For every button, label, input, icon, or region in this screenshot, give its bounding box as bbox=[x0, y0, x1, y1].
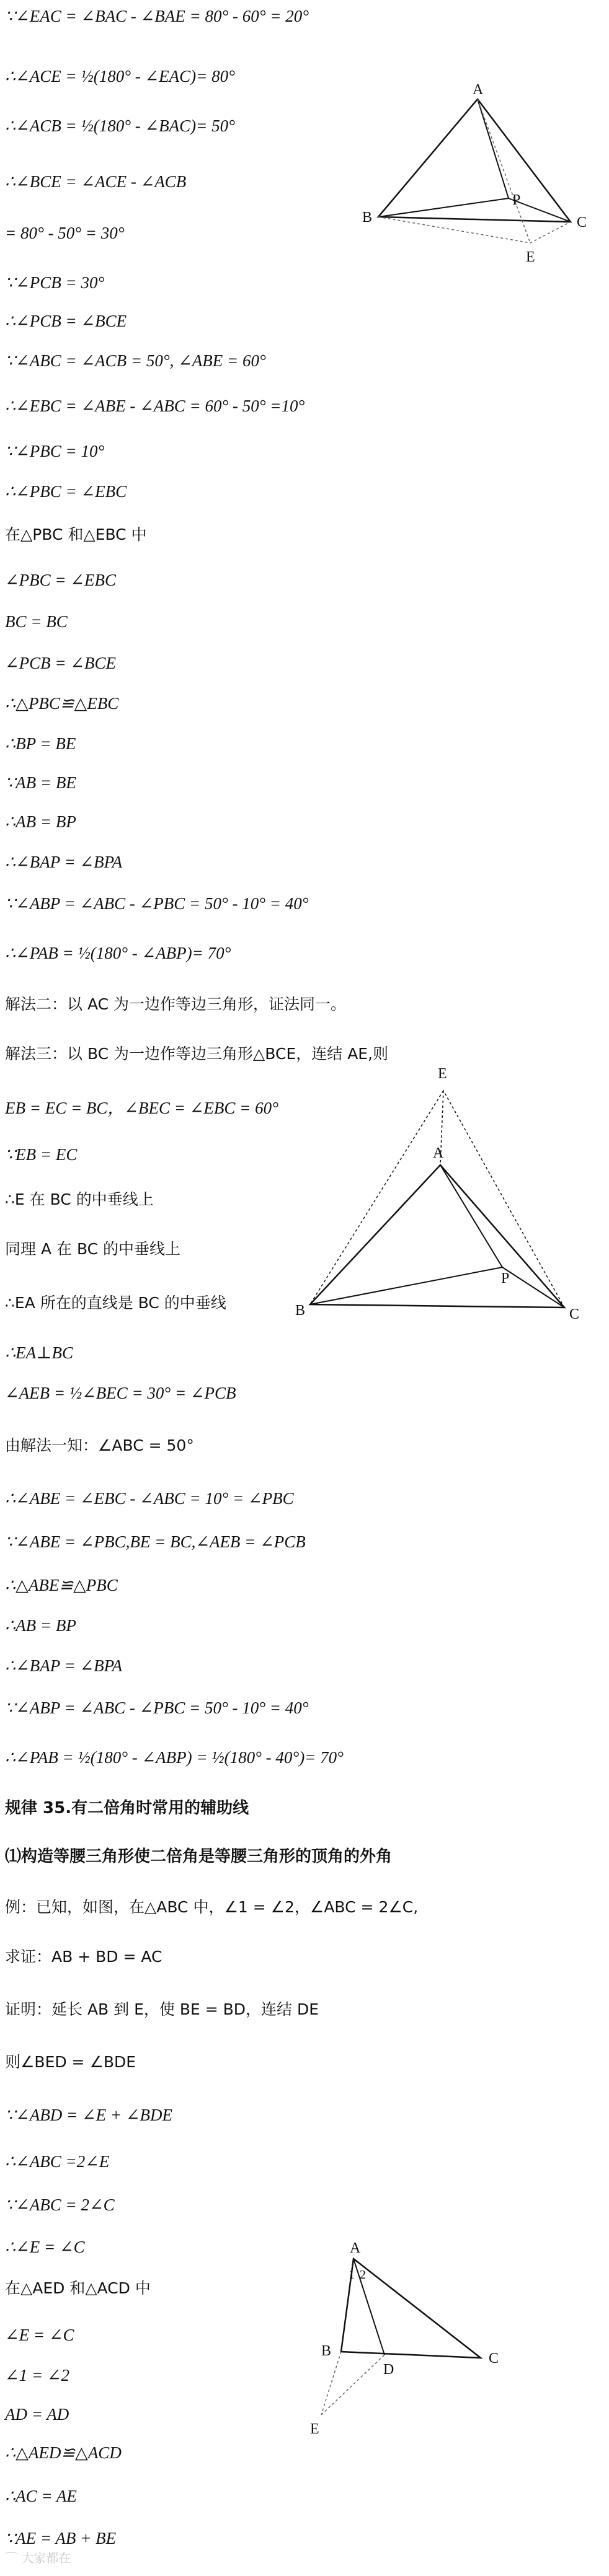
proof-line: ∴△AED≌△ACD bbox=[5, 2443, 122, 2462]
proof-line: 求证：AB + BD = AC bbox=[5, 1948, 162, 1966]
proof-line: ∵∠ABC = 2∠C bbox=[5, 2196, 115, 2214]
proof-line: ∴E 在 BC 的中垂线上 bbox=[5, 1190, 154, 1208]
label-E: E bbox=[438, 1066, 447, 1082]
proof-line: 则∠BED = ∠BDE bbox=[5, 2053, 136, 2071]
proof-line: = 80° - 50° = 30° bbox=[5, 224, 125, 242]
label-2: 2 bbox=[360, 2268, 366, 2282]
proof-line: ∴∠PAB = ½(180° - ∠ABP) = ½(180° - 40°)= 70° bbox=[5, 1748, 344, 1767]
label-A: A bbox=[350, 2240, 361, 2256]
label-C: C bbox=[569, 1306, 580, 1322]
proof-line: ∴△ABE≌△PBC bbox=[5, 1576, 118, 1594]
label-E: E bbox=[526, 249, 535, 265]
proof-line: BC = BC bbox=[5, 612, 68, 631]
proof-line: ∵∠PBC = 10° bbox=[5, 442, 105, 460]
proof-line: 在△PBC 和△EBC 中 bbox=[5, 525, 147, 543]
proof-line: ∵∠PCB = 30° bbox=[5, 273, 105, 292]
label-1: 1 bbox=[349, 2268, 355, 2282]
proof-line: 同理 A 在 BC 的中垂线上 bbox=[5, 1240, 181, 1258]
proof-line: ∴∠PCB = ∠BCE bbox=[5, 312, 127, 330]
proof-line: 例：已知，如图，在△ABC 中，∠1 = ∠2，∠ABC = 2∠C, bbox=[5, 1898, 419, 1916]
proof-line: ∴BP = BE bbox=[5, 734, 76, 753]
proof-line: 证明：延长 AB 到 E，使 BE = BD，连结 DE bbox=[5, 2000, 319, 2018]
proof-line: ∴AC = AE bbox=[5, 2487, 77, 2505]
proof-line: ∴∠BAP = ∠BPA bbox=[5, 1656, 123, 1675]
proof-line: ∴AB = BP bbox=[5, 1616, 76, 1635]
proof-line: ∴EA 所在的直线是 BC 的中垂线 bbox=[5, 1294, 226, 1312]
proof-line: ∴∠ACB = ½(180° - ∠BAC)= 50° bbox=[5, 116, 235, 135]
proof-line: 解法二：以 AC 为一边作等边三角形，证法同一。 bbox=[5, 995, 347, 1013]
proof-line: ∠E = ∠C bbox=[5, 2326, 74, 2344]
label-B: B bbox=[295, 1303, 306, 1319]
proof-line: ∴AB = BP bbox=[5, 812, 76, 831]
proof-line: ∴∠BCE = ∠ACE - ∠ACB bbox=[5, 172, 187, 191]
proof-line: ⑴构造等腰三角形使二倍角是等腰三角形的顶角的外角 bbox=[5, 1847, 393, 1866]
proof-line: 解法三：以 BC 为一边作等边三角形△BCE，连结 AE,则 bbox=[5, 1045, 389, 1063]
proof-line: ∴∠ACE = ½(180° - ∠EAC)= 80° bbox=[5, 67, 235, 86]
proof-line: ∠AEB = ½∠BEC = 30° = ∠PCB bbox=[5, 1384, 236, 1402]
proof-line: ∵∠ABP = ∠ABC - ∠PBC = 50° - 10° = 40° bbox=[5, 894, 309, 913]
proof-line: ∴∠PAB = ½(180° - ∠ABP)= 70° bbox=[5, 944, 231, 962]
proof-line: ∴∠BAP = ∠BPA bbox=[5, 853, 123, 871]
proof-line: ∴△PBC≌△EBC bbox=[5, 694, 119, 713]
proof-line: EB = EC = BC，∠BEC = ∠EBC = 60° bbox=[5, 1099, 278, 1117]
proof-line: 在△AED 和△ACD 中 bbox=[5, 2279, 151, 2297]
proof-line: AD = AD bbox=[5, 2405, 69, 2424]
label-D: D bbox=[383, 2362, 394, 2378]
proof-line: ∴∠ABC =2∠E bbox=[5, 2152, 110, 2171]
proof-line: ∵EB = EC bbox=[5, 1145, 78, 1164]
proof-line: ∴∠EBC = ∠ABE - ∠ABC = 60° - 50° =10° bbox=[5, 397, 305, 415]
figure-triangle-3 bbox=[291, 2234, 521, 2445]
proof-line: 由解法一知：∠ABC = 50° bbox=[5, 1436, 194, 1454]
proof-line: ∵∠ABE = ∠PBC,BE = BC,∠AEB = ∠PCB bbox=[5, 1532, 306, 1551]
label-C: C bbox=[489, 2350, 499, 2367]
proof-line: ∵∠ABC = ∠ACB = 50°, ∠ABE = 60° bbox=[5, 351, 266, 370]
label-B: B bbox=[321, 2343, 332, 2359]
proof-line: ∠PBC = ∠EBC bbox=[5, 571, 116, 589]
proof-line: ∵∠ABP = ∠ABC - ∠PBC = 50° - 10° = 40° bbox=[5, 1699, 309, 1717]
proof-line: ∵∠EAC = ∠BAC - ∠BAE = 80° - 60° = 20° bbox=[5, 7, 309, 25]
figure-triangle-2 bbox=[291, 1053, 583, 1339]
label-A: A bbox=[473, 82, 484, 98]
proof-line: ∴EA⊥BC bbox=[5, 1343, 74, 1362]
proof-line: ∴∠ABE = ∠EBC - ∠ABC = 10° = ∠PBC bbox=[5, 1489, 294, 1508]
label-B: B bbox=[362, 209, 373, 226]
label-A: A bbox=[433, 1145, 444, 1161]
proof-line: ∵AB = BE bbox=[5, 773, 76, 792]
proof-line: ∴∠PBC = ∠EBC bbox=[5, 482, 127, 501]
proof-line: ∠PCB = ∠BCE bbox=[5, 654, 116, 672]
label-P: P bbox=[512, 192, 521, 208]
proof-line: 规律 35.有二倍角时常用的辅助线 bbox=[5, 1799, 249, 1818]
proof-line: ∵∠ABD = ∠E + ∠BDE bbox=[5, 2106, 172, 2124]
figure-triangle-1 bbox=[353, 81, 602, 266]
proof-line: ∵AE = AB + BE bbox=[5, 2529, 117, 2547]
watermark: ⌒ 大家都在 bbox=[5, 2551, 71, 2565]
label-P: P bbox=[501, 1270, 510, 1286]
proof-line: ∠1 = ∠2 bbox=[5, 2366, 69, 2385]
proof-line: ∴∠E = ∠C bbox=[5, 2238, 85, 2256]
label-E: E bbox=[310, 2421, 319, 2437]
label-C: C bbox=[577, 214, 587, 231]
